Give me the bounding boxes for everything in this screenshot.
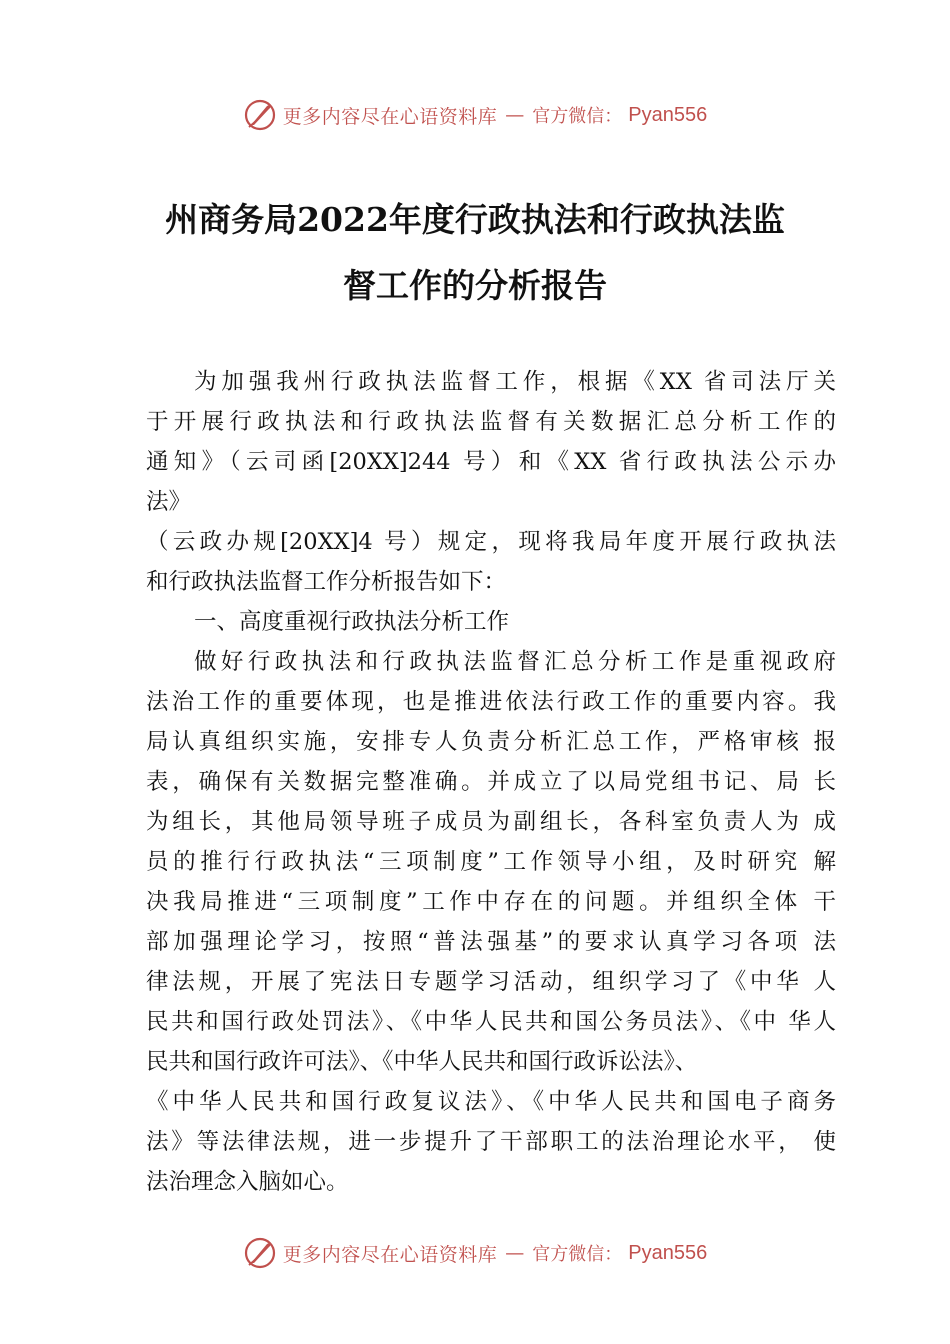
watermark-wechat-label: 官方微信： [532,106,623,127]
header-watermark [0,95,950,135]
document-title-line-1: 州商务局2022年度行政执法和行政执法监 [165,200,785,239]
body-line: 和行政执法监督工作分析报告如下： [146,569,507,595]
body-line: （云政办规[20XX]4 号）规定，现将我局年度开展行政执法 [146,529,836,555]
watermark-wechat-id: Pyan556 [628,1241,708,1264]
body-line: 通知》（云司函[20XX]244 号）和《XX 省行政执法公示办 [146,449,836,475]
body-line: 做好行政执法和行政执法监督汇总分析工作是重视政府 [194,649,836,675]
body-line: 为加强我州行政执法监督工作，根据《XX 省司法厅关 [194,369,836,395]
document-title-line-2: 督工作的分析报告 [343,266,607,305]
watermark-wechat-id: Pyan556 [628,103,708,126]
watermark-separator: — [505,104,525,126]
watermark-brand: 更多内容尽在心语资料库 [282,1243,498,1266]
body-line: 为组长，其他局领导班子成员为副组长，各科室负责人为 成 [146,809,836,835]
body-line: 表，确保有关数据完整准确。并成立了以局党组书记、局 长 [146,769,836,795]
body-line: 《中华人民共和国行政复议法》、《中华人民共和国电子商务 [146,1089,836,1115]
body-line: 民共和国行政许可法》、《中华人民共和国行政诉讼法》、 [146,1049,698,1075]
body-line: 于开展行政执法和行政执法监督有关数据汇总分析工作的 [146,409,836,435]
quill-circle-logo-icon [243,1236,277,1270]
document-body [146,362,836,1202]
footer-watermark [0,1233,950,1273]
quill-circle-logo-icon [243,98,277,132]
body-line: 法治理念入脑如心。 [146,1169,349,1195]
watermark-brand: 更多内容尽在心语资料库 [282,105,498,128]
body-line: 局认真组织实施，安排专人负责分析汇总工作，严格审核 报 [146,729,836,755]
body-line: 法》 [146,489,192,515]
section-heading: 一、高度重视行政执法分析工作 [194,609,510,635]
body-line: 法治工作的重要体现，也是推进依法行政工作的重要内容。我 [146,689,836,715]
body-line: 律法规，开展了宪法日专题学习活动，组织学习了《中华 人 [146,969,836,995]
body-line: 员的推行行政执法“三项制度”工作领导小组，及时研究 解 [146,849,836,875]
body-line: 部加强理论学习，按照“普法强基”的要求认真学习各项 法 [146,929,836,955]
watermark-wechat-label: 官方微信： [532,1244,623,1265]
body-line: 决我局推进“三项制度”工作中存在的问题。并组织全体 干 [146,889,836,915]
watermark-separator: — [505,1242,525,1264]
body-line: 法》等法律法规，进一步提升了干部职工的法治理论水平， 使 [146,1129,836,1155]
body-line: 民共和国行政处罚法》、《中华人民共和国公务员法》、《中 华人 [146,1009,836,1035]
